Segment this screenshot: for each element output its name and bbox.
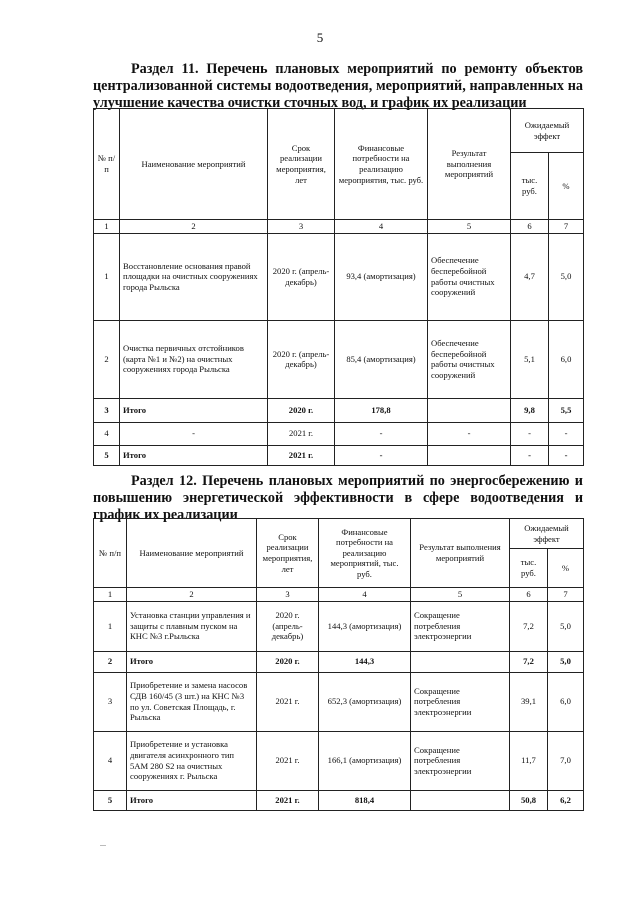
row-finance: 93,4 (амортизация) xyxy=(335,233,428,320)
row-effect-rub: 11,7 xyxy=(510,731,548,790)
header-result: Результат выполнения мероприятий xyxy=(411,519,510,588)
col-number: 3 xyxy=(268,220,335,234)
header-num: № п/п xyxy=(94,519,127,588)
row-term: 2021 г. xyxy=(268,422,335,445)
col-number: 1 xyxy=(94,588,127,602)
header-finance: Финансовые потребности на реализацию мероприятий, тыс. руб. xyxy=(319,519,411,588)
col-number: 6 xyxy=(511,220,549,234)
header-effect-rub: тыс. руб. xyxy=(511,153,549,220)
row-num: 5 xyxy=(94,445,120,465)
row-result xyxy=(428,445,511,465)
row-name: Установка станции управления и защиты с плавным пуском на КНС №3 г.Рыльска xyxy=(127,601,257,651)
table-row xyxy=(94,320,584,398)
header-effect-pct: % xyxy=(549,153,584,220)
row-effect-rub: 7,2 xyxy=(510,651,548,672)
header-effect-rub: тыс. руб. xyxy=(510,549,548,588)
row-term: 2021 г. xyxy=(257,731,319,790)
column-number-row xyxy=(94,588,584,602)
row-result: Сокращение потребления электроэнергии xyxy=(411,672,510,731)
row-name: Очистка первичных отстойников (карта №1 и №2) на очистных сооружениях города Рыльска xyxy=(120,320,268,398)
col-number: 2 xyxy=(127,588,257,602)
page-number: 5 xyxy=(316,30,324,45)
row-num: 5 xyxy=(94,790,127,810)
header-term: Срок реализации мероприятия, лет xyxy=(257,519,319,588)
header-name: Наименование мероприятий xyxy=(120,109,268,220)
section-11-heading: Раздел 11. Перечень плановых мероприятий по ремонту объектов централизованной системы водоотведения, мероприятий, направленных на улучшение качества очистки сточных вод, и график их реализации xyxy=(93,61,583,111)
row-effect-pct: 6,0 xyxy=(549,320,584,398)
col-number: 3 xyxy=(257,588,319,602)
col-number: 1 xyxy=(94,220,120,234)
margin-mark xyxy=(100,845,106,846)
row-finance: 144,3 xyxy=(319,651,411,672)
row-effect-rub: 9,8 xyxy=(511,398,549,422)
row-effect-pct: - xyxy=(549,422,584,445)
row-result xyxy=(411,790,510,810)
column-number-row xyxy=(94,220,584,234)
row-name: Итого xyxy=(120,398,268,422)
row-finance: 178,8 xyxy=(335,398,428,422)
section-11-table xyxy=(93,108,584,466)
table-row xyxy=(94,233,584,320)
header-effect: Ожидаемый эффект xyxy=(510,519,584,549)
row-result: Обеспечение бесперебойной работы очистных сооружений xyxy=(428,320,511,398)
row-term: 2020 г. (апрель-декабрь) xyxy=(268,320,335,398)
row-effect-pct: - xyxy=(549,445,584,465)
row-num: 4 xyxy=(94,422,120,445)
row-finance: 818,4 xyxy=(319,790,411,810)
header-effect-pct: % xyxy=(548,549,584,588)
row-name: Приобретение и замена насосов СДВ 160/45 (3 шт.) на КНС №3 по ул. Советская Площадь, г. Рыльска xyxy=(127,672,257,731)
table-row xyxy=(94,672,584,731)
row-effect-pct: 5,0 xyxy=(548,651,584,672)
row-result: - xyxy=(428,422,511,445)
row-num: 4 xyxy=(94,731,127,790)
col-number: 5 xyxy=(411,588,510,602)
row-effect-rub: 7,2 xyxy=(510,601,548,651)
row-result xyxy=(428,398,511,422)
table-row-total xyxy=(94,398,584,422)
col-number: 2 xyxy=(120,220,268,234)
row-effect-pct: 6,2 xyxy=(548,790,584,810)
table-row-total xyxy=(94,651,584,672)
row-finance: - xyxy=(335,445,428,465)
col-number: 4 xyxy=(335,220,428,234)
row-result: Сокращение потребления электроэнергии xyxy=(411,601,510,651)
row-finance: 652,3 (амортизация) xyxy=(319,672,411,731)
row-term: 2020 г. xyxy=(257,651,319,672)
row-effect-rub: - xyxy=(511,445,549,465)
row-effect-pct: 5,0 xyxy=(548,601,584,651)
header-result: Результат выполнения мероприятий xyxy=(428,109,511,220)
row-term: 2020 г. (апрель-декабрь) xyxy=(268,233,335,320)
row-name: Приобретение и установка двигателя асинхронного тип 5АМ 280 S2 на очистных сооружениях г. Рыльска xyxy=(127,731,257,790)
row-effect-rub: 50,8 xyxy=(510,790,548,810)
row-effect-rub: 39,1 xyxy=(510,672,548,731)
section-12-heading: Раздел 12. Перечень плановых мероприятий по энергосбережению и повышению энергетической эффективности в сфере водоотведения и график их реализации xyxy=(93,473,583,523)
row-finance: 144,3 (амортизация) xyxy=(319,601,411,651)
row-effect-rub: 4,7 xyxy=(511,233,549,320)
table-header-row xyxy=(94,519,584,549)
row-finance: 166,1 (амортизация) xyxy=(319,731,411,790)
row-num: 1 xyxy=(94,233,120,320)
table-row-total xyxy=(94,445,584,465)
col-number: 7 xyxy=(549,220,584,234)
header-name: Наименование мероприятий xyxy=(127,519,257,588)
table-row xyxy=(94,731,584,790)
header-effect: Ожидаемый эффект xyxy=(511,109,584,153)
table-row xyxy=(94,422,584,445)
row-result: Обеспечение бесперебойной работы очистных сооружений xyxy=(428,233,511,320)
header-term: Срок реализации мероприятия, лет xyxy=(268,109,335,220)
row-name: Итого xyxy=(127,651,257,672)
header-finance: Финансовые потребности на реализацию мероприятия, тыс. руб. xyxy=(335,109,428,220)
row-num: 2 xyxy=(94,320,120,398)
row-effect-pct: 5,5 xyxy=(549,398,584,422)
table-row xyxy=(94,601,584,651)
row-term: 2020 г. xyxy=(268,398,335,422)
col-number: 5 xyxy=(428,220,511,234)
header-num: № п/п xyxy=(94,109,120,220)
row-effect-pct: 5,0 xyxy=(549,233,584,320)
row-term: 2021 г. xyxy=(257,790,319,810)
col-number: 4 xyxy=(319,588,411,602)
table-header-row xyxy=(94,109,584,153)
col-number: 7 xyxy=(548,588,584,602)
row-term: 2020 г. (апрель-декабрь) xyxy=(257,601,319,651)
row-result xyxy=(411,651,510,672)
row-name: - xyxy=(120,422,268,445)
row-term: 2021 г. xyxy=(268,445,335,465)
row-effect-pct: 7,0 xyxy=(548,731,584,790)
section-12-table xyxy=(93,518,584,811)
col-number: 6 xyxy=(510,588,548,602)
row-name: Итого xyxy=(127,790,257,810)
table-row-total xyxy=(94,790,584,810)
row-finance: - xyxy=(335,422,428,445)
row-term: 2021 г. xyxy=(257,672,319,731)
row-num: 3 xyxy=(94,672,127,731)
row-effect-pct: 6,0 xyxy=(548,672,584,731)
row-num: 3 xyxy=(94,398,120,422)
row-effect-rub: 5,1 xyxy=(511,320,549,398)
row-finance: 85,4 (амортизация) xyxy=(335,320,428,398)
row-effect-rub: - xyxy=(511,422,549,445)
row-num: 1 xyxy=(94,601,127,651)
row-result: Сокращение потребления электроэнергии xyxy=(411,731,510,790)
row-num: 2 xyxy=(94,651,127,672)
row-name: Итого xyxy=(120,445,268,465)
row-name: Восстановление основания правой площадки на очистных сооружениях города Рыльска xyxy=(120,233,268,320)
